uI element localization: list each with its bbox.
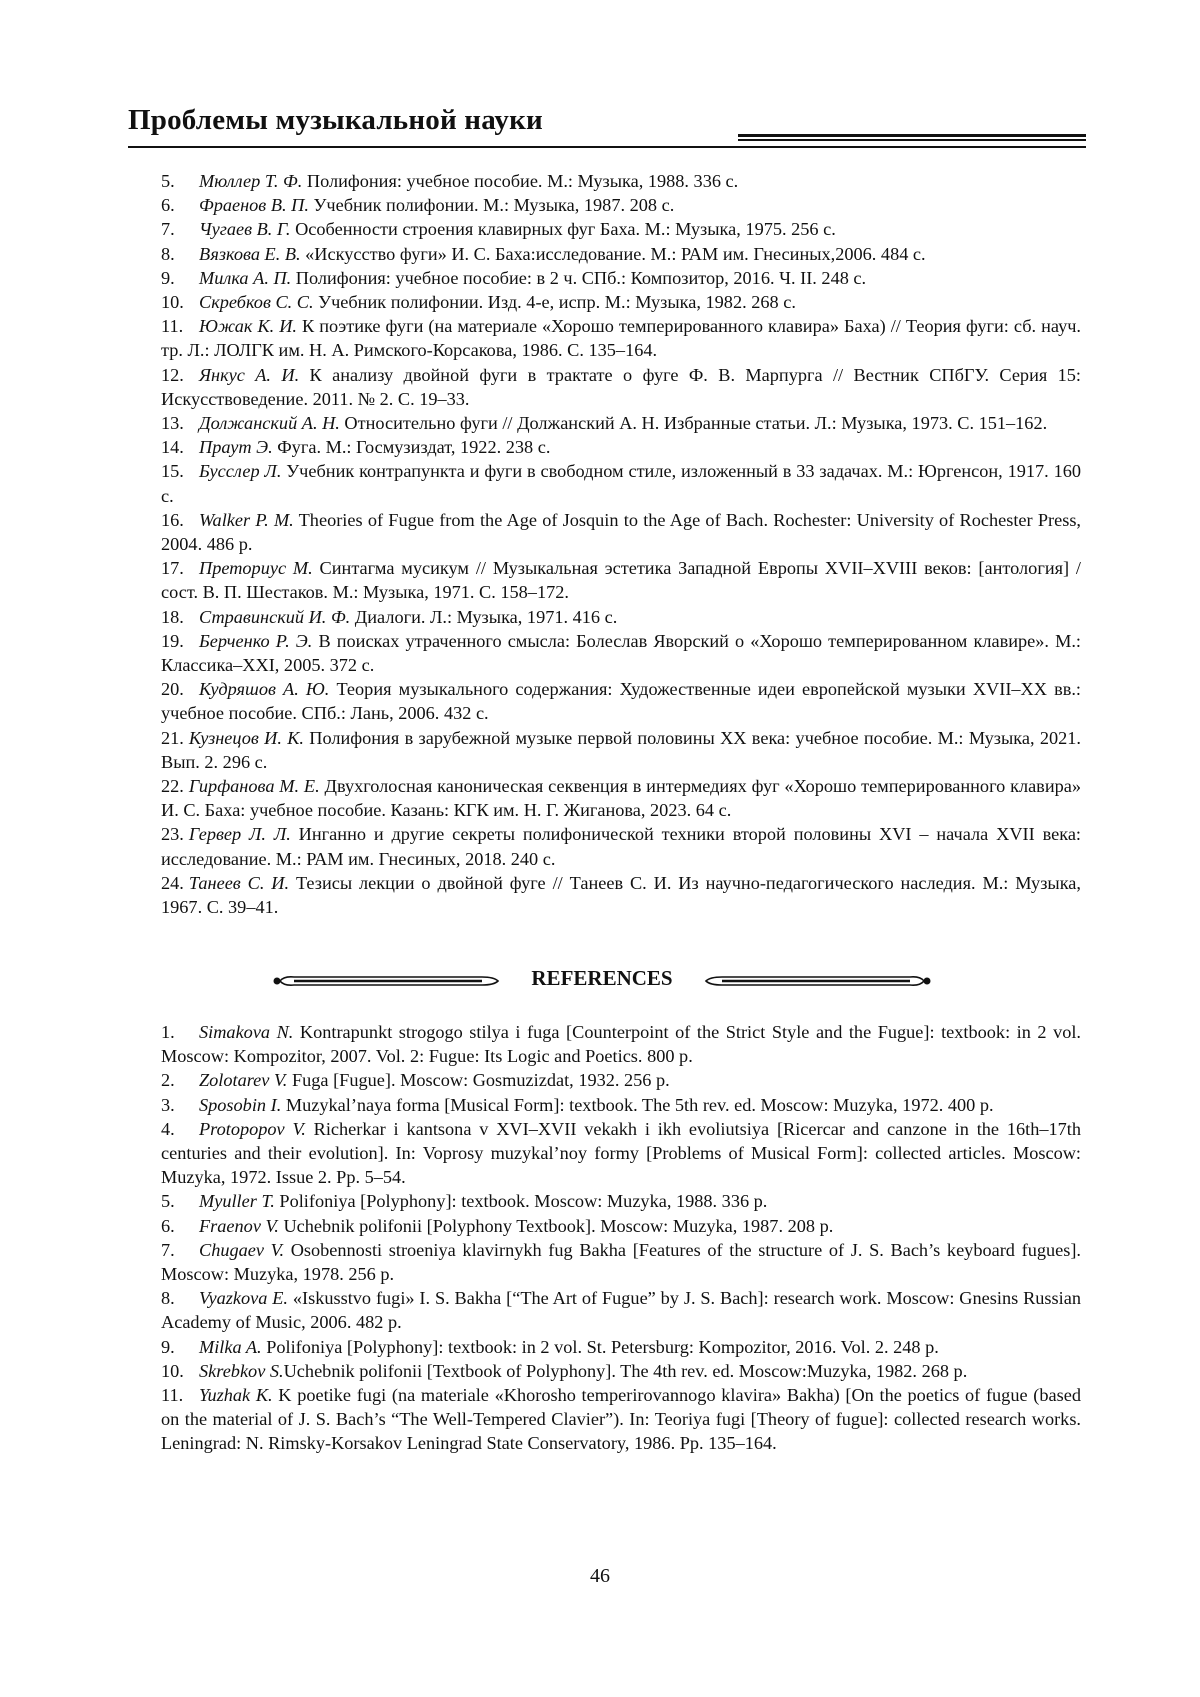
reference-author: Simakova N. bbox=[199, 1022, 294, 1042]
reference-number: 19. bbox=[161, 630, 184, 651]
reference-item bbox=[161, 1359, 1081, 1383]
reference-item bbox=[161, 1189, 1081, 1213]
reference-author: Кузнецов И. К. bbox=[188, 727, 304, 748]
reference-author: Гервер Л. Л. bbox=[188, 824, 291, 845]
reference-text: Polifoniya [Polyphony]: textbook: in 2 vol. St. Petersburg: Kompozitor, 2016. Vol. 2. 248 p. bbox=[261, 1336, 939, 1357]
reference-author: Вязкова Е. В. bbox=[199, 243, 301, 264]
reference-text: Фуга. М.: Госмузиздат, 1922. 238 с. bbox=[272, 437, 551, 458]
reference-text: Относительно фуги // Должанский А. Н. Избранные статьи. Л.: Музыка, 1973. С. 151–162. bbox=[339, 413, 1048, 434]
reference-item bbox=[161, 726, 1081, 774]
reference-text: Muzykal’naya forma [Musical Form]: textbook. The 5th rev. ed. Moscow: Muzyka, 1972. 400 p. bbox=[281, 1094, 994, 1115]
references-heading-block bbox=[272, 966, 932, 996]
reference-item bbox=[161, 290, 1081, 314]
ornament-left-icon bbox=[272, 972, 502, 990]
reference-author: Южак К. И. bbox=[199, 316, 297, 337]
reference-text: В поисках утраченного смысла: Болеслав Яворский о «Хорошо темперированном клавире». М.: Классика–XXI, 2005. 372 с. bbox=[161, 630, 1081, 676]
reference-text: «Iskusstvo fugi» I. S. Bakha [“The Art of Fugue” by J. S. Bach]: research work. Moscow: Gnesins Russian Academy of Music, 2006. 482 p. bbox=[161, 1288, 1081, 1333]
reference-text: Диалоги. Л.: Музыка, 1971. 416 с. bbox=[350, 606, 618, 627]
reference-number: 18. bbox=[161, 606, 184, 627]
reference-number: 6. bbox=[161, 195, 175, 216]
reference-number: 23. bbox=[161, 824, 184, 845]
reference-text: Polifoniya [Polyphony]: textbook. Moscow: Muzyka, 1988. 336 p. bbox=[274, 1191, 768, 1212]
reference-number: 2. bbox=[161, 1070, 175, 1091]
reference-author: Milka A. bbox=[199, 1336, 262, 1357]
reference-item bbox=[161, 1238, 1081, 1286]
reference-item bbox=[161, 556, 1081, 604]
reference-item bbox=[161, 871, 1081, 919]
reference-author: Берченко Р. Э. bbox=[199, 630, 313, 651]
reference-item bbox=[161, 1335, 1081, 1359]
reference-number: 10. bbox=[161, 292, 184, 313]
reference-text: Richerkar i kantsona v XVI–XVII vekakh i ikh evoliutsiya [Ricercar and canzone in the 16th–17th centuries and their evolution]. In: Voprosy muzykal’noy formy [Problems of Musical Form]: collected articles. Moscow: Muzyka, 1972. Issue 2. Pp. 5–54. bbox=[161, 1118, 1081, 1188]
reference-text: К анализу двойной фуги в трактате о фуге Ф. В. Марпурга // Вестник СПбГУ. Серия 15: Искусствоведение. 2011. № 2. С. 19–33. bbox=[161, 364, 1082, 409]
reference-number: 15. bbox=[161, 461, 184, 482]
reference-text: К поэтике фуги (на материале «Хорошо темперированного клавира» Баха) // Теория фуги: сб. науч. тр. Л.: ЛОЛГК им. Н. А. Римского-Корсакова, 1986. С. 135–164. bbox=[161, 316, 1081, 361]
reference-author: Чугаев В. Г. bbox=[199, 219, 291, 240]
reference-author: Гирфанова М. Е. bbox=[188, 776, 320, 797]
reference-author: Skrebkov S. bbox=[199, 1360, 284, 1381]
reference-text: Osobennosti stroeniya klavirnykh fug Bakha [Features of the structure of J. S. Bach’s keyboard fugues]. Moscow: Muzyka, 1978. 256 p. bbox=[161, 1239, 1082, 1285]
reference-item bbox=[161, 169, 1081, 193]
reference-text: Kontrapunkt strogogo stilya i fuga [Counterpoint of the Strict Style and the Fugue]: textbook: in 2 vol. Moscow: Kompozitor, 2007. Vol. 2: Fugue: Its Logic and Poetics. 800 p. bbox=[161, 1022, 1082, 1067]
reference-text: Тезисы лекции о двойной фуге // Танеев С. И. Из научно-педагогического наследия. М.: Музыка, 1967. С. 39–41. bbox=[161, 872, 1081, 918]
reference-item bbox=[161, 1068, 1081, 1092]
reference-author: Кудряшов А. Ю. bbox=[199, 679, 330, 700]
reference-text: Полифония: учебное пособие: в 2 ч. СПб.: Композитор, 2016. Ч. II. 248 с. bbox=[291, 267, 867, 288]
reference-item bbox=[161, 193, 1081, 217]
reference-item bbox=[161, 774, 1081, 822]
reference-author: Sposobin I. bbox=[199, 1094, 282, 1115]
header-rule bbox=[128, 146, 1086, 148]
reference-author: Праут Э. bbox=[199, 437, 273, 458]
reference-number: 22. bbox=[161, 776, 184, 797]
reference-author: Walker P. M. bbox=[199, 509, 294, 530]
reference-author: Скребков С. С. bbox=[199, 292, 314, 313]
reference-number: 14. bbox=[161, 437, 184, 458]
reference-number: 5. bbox=[161, 1191, 175, 1212]
reference-item bbox=[161, 629, 1081, 677]
reference-number: 8. bbox=[161, 1288, 175, 1309]
reference-item bbox=[161, 1383, 1081, 1456]
header-double-rule bbox=[738, 134, 1086, 143]
reference-item bbox=[161, 314, 1081, 362]
reference-number: 11. bbox=[161, 1385, 184, 1406]
reference-item bbox=[161, 1093, 1081, 1117]
reference-number: 3. bbox=[161, 1094, 175, 1115]
reference-text: Theories of Fugue from the Age of Josquin to the Age of Bach. Rochester: University of Rochester Press, 2004. 486 p. bbox=[161, 509, 1082, 555]
references-ru-list bbox=[161, 169, 1081, 919]
reference-text: «Искусство фуги» И. С. Баха:исследование. М.: РАМ им. Гнесиных,2006. 484 с. bbox=[300, 243, 926, 264]
reference-author: Мюллер Т. Ф. bbox=[199, 171, 303, 191]
reference-text: K poetike fugi (na materiale «Khorosho temperirovannogo klavira» Bakha) [On the poetics of fugue (based on the material of J. S. Bach’s “The Well-Tempered Clavier”). In: Teoriya fugi [Theory of fugue]: collected research works. Leningrad: N. Rimsky-Korsakov Leningrad State Conservatory, 1986. Pp. 135–164. bbox=[161, 1385, 1081, 1454]
reference-item bbox=[161, 1020, 1081, 1068]
journal-title: Проблемы музыкальной науки bbox=[128, 104, 543, 136]
reference-text: Двухголосная каноническая секвенция в интермедиях фуг «Хорошо темперированного клавира» И. С. Баха: учебное пособие. Казань: КГК им. Н. Г. Жиганова, 2023. 64 с. bbox=[161, 776, 1081, 821]
reference-author: Милка А. П. bbox=[199, 267, 292, 288]
reference-author: Chugaev V. bbox=[199, 1239, 285, 1260]
reference-number: 1. bbox=[161, 1022, 175, 1042]
references-heading: REFERENCES bbox=[531, 966, 673, 990]
reference-author: Янкус А. И. bbox=[199, 364, 300, 385]
reference-text: Учебник полифонии. Изд. 4-е, испр. М.: Музыка, 1982. 268 с. bbox=[313, 292, 796, 313]
reference-item bbox=[161, 411, 1081, 435]
reference-author: Myuller T. bbox=[199, 1191, 275, 1212]
reference-item bbox=[161, 822, 1081, 870]
reference-item bbox=[161, 266, 1081, 290]
reference-item bbox=[161, 459, 1081, 507]
reference-text: Полифония в зарубежной музыке первой половины XX века: учебное пособие. М.: Музыка, 2021. Вып. 2. 296 с. bbox=[161, 727, 1082, 772]
reference-number: 5. bbox=[161, 171, 175, 191]
reference-number: 7. bbox=[161, 1239, 175, 1260]
reference-text: Теория музыкального содержания: Художественные идеи европейской музыки XVII–XX вв.: учебное пособие. СПб.: Лань, 2006. 432 с. bbox=[161, 679, 1081, 724]
reference-number: 7. bbox=[161, 219, 175, 240]
reference-text: Полифония: учебное пособие. М.: Музыка, 1988. 336 с. bbox=[302, 171, 739, 191]
ornament-right-icon bbox=[702, 972, 932, 990]
reference-number: 9. bbox=[161, 267, 175, 288]
reference-item bbox=[161, 217, 1081, 241]
reference-text: Учебник полифонии. М.: Музыка, 1987. 208 с. bbox=[308, 195, 675, 216]
reference-item bbox=[161, 1214, 1081, 1238]
reference-author: Yuzhak K. bbox=[199, 1385, 273, 1406]
reference-number: 17. bbox=[161, 558, 184, 579]
reference-text: Fuga [Fugue]. Moscow: Gosmuzizdat, 1932. 256 p. bbox=[287, 1070, 670, 1091]
reference-item bbox=[161, 363, 1081, 411]
reference-text: Инганно и другие секреты полифонической техники второй половины XVI – начала XVII века: исследование. М.: РАМ им. Гнесиных, 2018. 240 с. bbox=[161, 824, 1082, 869]
reference-text: Uchebnik polifonii [Textbook of Polyphony]. The 4th rev. ed. Moscow:Muzyka, 1982. 268 p. bbox=[283, 1360, 968, 1381]
reference-item bbox=[161, 242, 1081, 266]
reference-author: Преториус М. bbox=[199, 558, 313, 579]
reference-author: Бусслер Л. bbox=[199, 461, 282, 482]
reference-text: Uchebnik polifonii [Polyphony Textbook]. Moscow: Muzyka, 1987. 208 p. bbox=[278, 1215, 834, 1236]
reference-number: 9. bbox=[161, 1336, 175, 1357]
reference-author: Vyazkova E. bbox=[199, 1288, 288, 1309]
reference-item bbox=[161, 605, 1081, 629]
reference-item bbox=[161, 1286, 1081, 1334]
reference-text: Синтагма мусикум // Музыкальная эстетика Западной Европы XVII–XVIII веков: [антология] / сост. В. П. Шестаков. М.: Музыка, 1971. С. 158–172. bbox=[161, 558, 1082, 603]
reference-author: Должанский А. Н. bbox=[199, 413, 340, 434]
reference-number: 24. bbox=[161, 872, 184, 893]
reference-number: 16. bbox=[161, 509, 184, 530]
reference-number: 21. bbox=[161, 727, 184, 748]
reference-author: Protopopov V. bbox=[199, 1118, 306, 1139]
reference-number: 6. bbox=[161, 1215, 175, 1236]
reference-item bbox=[161, 435, 1081, 459]
reference-number: 4. bbox=[161, 1118, 175, 1139]
reference-number: 10. bbox=[161, 1360, 184, 1381]
reference-author: Фраенов В. П. bbox=[199, 195, 309, 216]
reference-item bbox=[161, 677, 1081, 725]
reference-author: Стравинский И. Ф. bbox=[199, 606, 351, 627]
page-number: 46 bbox=[590, 1565, 610, 1587]
reference-number: 11. bbox=[161, 316, 184, 337]
reference-text: Особенности строения клавирных фуг Баха. М.: Музыка, 1975. 256 с. bbox=[290, 219, 836, 240]
reference-author: Fraenov V. bbox=[199, 1215, 279, 1236]
reference-item bbox=[161, 1117, 1081, 1190]
references-en-list bbox=[161, 1020, 1081, 1456]
reference-number: 13. bbox=[161, 413, 184, 434]
reference-author: Танеев С. И. bbox=[188, 872, 290, 893]
reference-number: 8. bbox=[161, 243, 175, 264]
reference-number: 20. bbox=[161, 679, 184, 700]
reference-author: Zolotarev V. bbox=[199, 1070, 288, 1091]
reference-number: 12. bbox=[161, 364, 184, 385]
reference-item bbox=[161, 508, 1081, 556]
reference-text: Учебник контрапункта и фуги в свободном стиле, изложенный в 33 задачах. М.: Юргенсон, 1917. 160 с. bbox=[161, 461, 1081, 506]
